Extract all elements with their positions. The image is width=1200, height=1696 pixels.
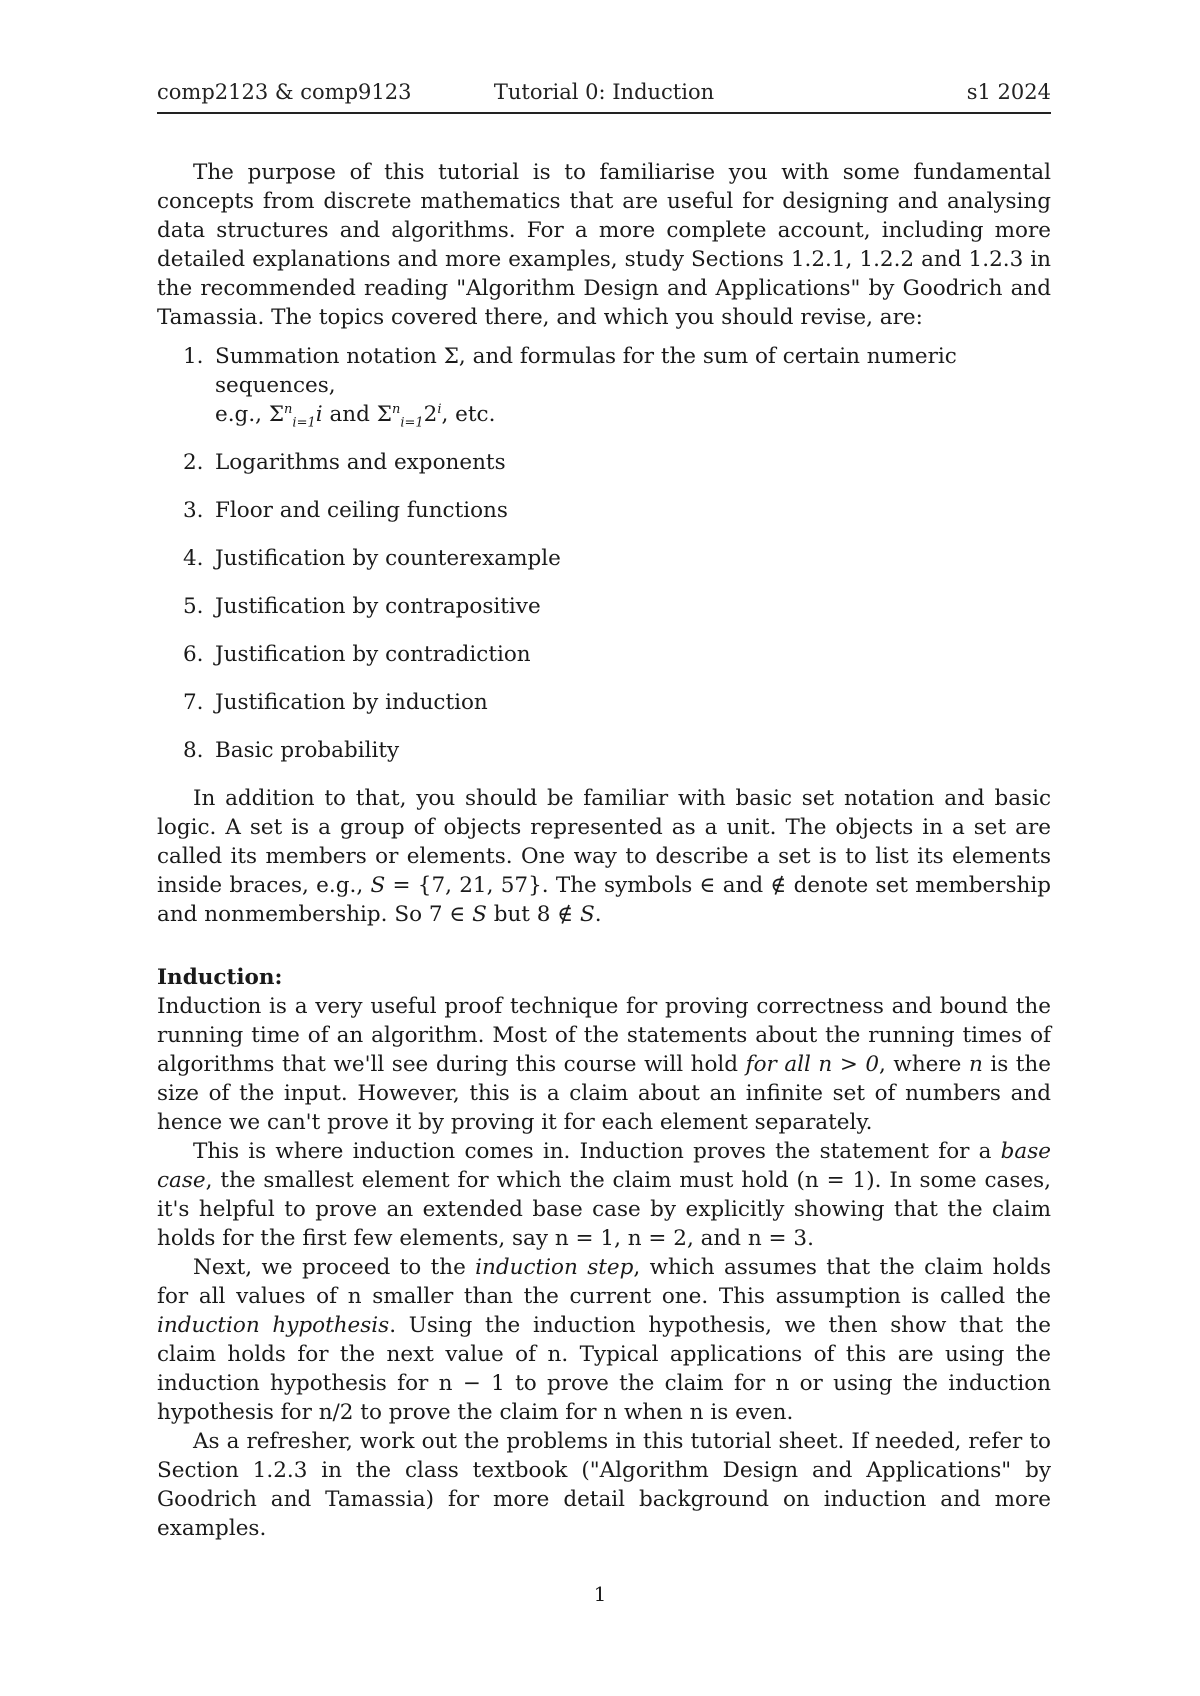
sum-lower-limit: i=1 bbox=[292, 415, 316, 431]
list-item bbox=[157, 496, 1051, 525]
induction-paragraph-1 bbox=[157, 992, 1051, 1137]
induction-paragraph-2 bbox=[157, 1137, 1051, 1253]
sum-lower-limit: i=1 bbox=[400, 415, 424, 431]
list-item bbox=[157, 544, 1051, 573]
list-item-number: 6. bbox=[183, 642, 204, 667]
list-item-number: 1. bbox=[183, 344, 204, 369]
emphasis-text: induction step bbox=[475, 1255, 634, 1280]
set-text: but 8 ∉ bbox=[486, 902, 581, 927]
paragraph-text: , the smallest element for which the claim must hold (n = 1). In some cases, it's helpful to prove an extended base case by explicitly showing that the claim holds for the first few elements, say n = 1, n = 2, and n = 3. bbox=[157, 1168, 1051, 1251]
paragraph-text: This is where induction comes in. Induction proves the statement for a bbox=[193, 1139, 1001, 1164]
topics-list bbox=[157, 342, 1051, 765]
sum-upper-limit: n bbox=[391, 401, 401, 417]
emphasis-text: base case bbox=[157, 1139, 1051, 1193]
sum-term-base: 2 bbox=[423, 402, 438, 427]
set-variable: S bbox=[370, 873, 386, 898]
induction-paragraph-4: As a refresher, work out the problems in this tutorial sheet. If needed, refer to Section 1.2.3 in the class textbook ("Algorithm Design and Applications" by Goodrich and Tamassia) for more detail background on induction and more examples. bbox=[157, 1429, 1051, 1541]
set-text: . The symbols ∈ and ∉ denote set membership and nonmembership. So 7 ∈ bbox=[157, 873, 1051, 927]
paragraph-text: , which assumes that the claim holds for all values of n smaller than the current one. This assumption is called the bbox=[157, 1255, 1051, 1309]
list-item-number: 8. bbox=[183, 738, 204, 763]
paragraph-text: Next, we proceed to the bbox=[193, 1255, 476, 1280]
induction-paragraph-3 bbox=[157, 1253, 1051, 1427]
list-item-number: 2. bbox=[183, 450, 204, 475]
sum-term-exponent: i bbox=[437, 401, 442, 417]
semester-label: s1 2024 bbox=[966, 80, 1051, 104]
tutorial-title: Tutorial 0: Induction bbox=[493, 80, 715, 104]
list-item-text: Basic probability bbox=[215, 738, 400, 763]
running-header bbox=[157, 78, 1051, 114]
list-item-text: Floor and ceiling functions bbox=[215, 498, 508, 523]
paragraph-text: . Using the induction hypothesis, we then show that the claim holds for the next value of n. Typical applications of this are using the induction hypothesis for n − 1 to prove the claim for n or using the induction hypothesis for n/2 to prove the claim for n when n is even. bbox=[157, 1313, 1051, 1425]
sum-upper-limit: n bbox=[284, 401, 293, 417]
set-expression: = {7, 21, 57} bbox=[385, 873, 542, 898]
sum-and: and Σ bbox=[322, 402, 392, 427]
document-body bbox=[157, 158, 1051, 1543]
list-item-text: Logarithms and exponents bbox=[215, 450, 506, 475]
set-text: In addition to that, you should be familiar with basic set notation and basic logic. A set is a group of objects represented as a unit. The objects in a set are called its members or elements. One way to describe a set is to list its elements inside braces, e.g., bbox=[157, 786, 1051, 898]
sum-etc: , etc. bbox=[441, 402, 496, 427]
page-number: 1 bbox=[593, 1582, 607, 1606]
emphasis-text: for all n > 0 bbox=[745, 1052, 880, 1077]
sum-term: i bbox=[315, 402, 323, 427]
list-item-text: Justification by counterexample bbox=[215, 546, 561, 571]
sum-example-prefix: e.g., Σ bbox=[215, 402, 285, 427]
emphasis-text: induction hypothesis bbox=[157, 1313, 390, 1338]
list-item bbox=[157, 448, 1051, 477]
paragraph-text: Induction is a very useful proof technique for proving correctness and bound the running time of an algorithm. Most of the statements about the running times of algorithms that we'll see during this course will hold bbox=[157, 994, 1051, 1077]
set-variable: S bbox=[580, 902, 595, 927]
set-notation-paragraph bbox=[157, 784, 1051, 929]
list-item-text: Summation notation Σ, and formulas for the sum of certain numeric sequences, bbox=[215, 344, 957, 398]
list-item-number: 3. bbox=[183, 498, 204, 523]
paragraph-text: is the size of the input. However, this is a claim about an infinite set of numbers and hence we can't prove it by proving it for each element separately. bbox=[157, 1052, 1051, 1135]
course-code: comp2123 & comp9123 bbox=[157, 80, 412, 104]
induction-heading: Induction: bbox=[157, 965, 283, 990]
list-item-text: Justification by contradiction bbox=[215, 642, 531, 667]
set-variable: S bbox=[472, 902, 487, 927]
list-item bbox=[157, 342, 1051, 429]
list-item-number: 5. bbox=[183, 594, 204, 619]
list-item-number: 7. bbox=[183, 690, 204, 715]
list-item bbox=[157, 688, 1051, 717]
list-item bbox=[157, 736, 1051, 765]
math-variable: n bbox=[968, 1052, 983, 1077]
list-item-text: Justification by contrapositive bbox=[215, 594, 541, 619]
list-item bbox=[157, 640, 1051, 669]
set-text: . bbox=[594, 902, 602, 927]
paragraph-text: , where bbox=[879, 1052, 969, 1077]
intro-paragraph: The purpose of this tutorial is to familiarise you with some fundamental concepts from discrete mathematics that are useful for designing and analysing data structures and algorithms. For a more complete account, including more detailed explanations and more examples, study Sections 1.2.1, 1.2.2 and 1.2.3 in the recommended reading "Algorithm Design and Applications" by Goodrich and Tamassia. The topics covered there, and which you should revise, are: bbox=[157, 160, 1051, 330]
list-item-text: Justification by induction bbox=[215, 690, 488, 715]
list-item-number: 4. bbox=[183, 546, 204, 571]
list-item bbox=[157, 592, 1051, 621]
